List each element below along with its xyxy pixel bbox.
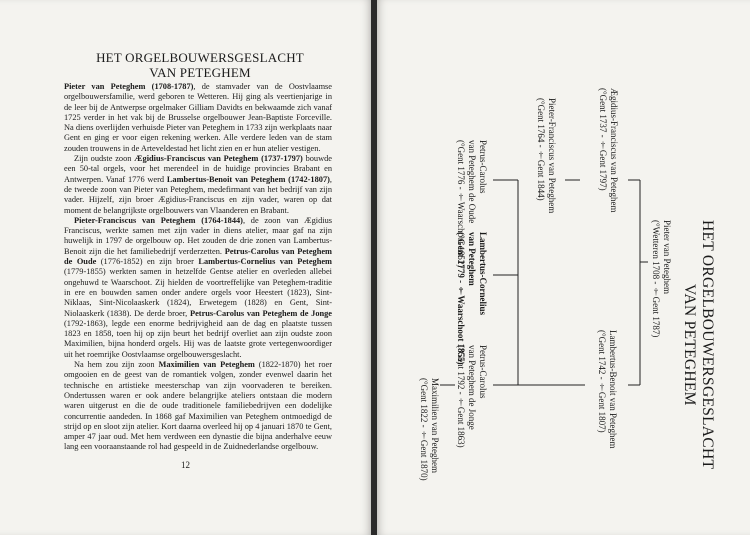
node-petrus-carolus-jonge xyxy=(455,345,488,448)
text-run: (1792-1863), legde een enorme bedrijvigheid aan de dag en plaatste tussen 1823 en 1858, toen hij op zijn beurt het bedrijf overliet aan zijn oudste zoon Maximilien, bijna honderd orgels. Hij was de laatste grote vertegenwoordiger uit het roemrijke Oostvlaamse orgelbouwersgeslacht. xyxy=(64,318,332,359)
node-pieter xyxy=(650,220,672,337)
node-pieter-franciscus-name: Pieter-Franciscus van Peteghem xyxy=(547,98,557,214)
bold-name-run: Petrus-Carolus van Peteghem de Oude xyxy=(64,246,332,267)
text-run: (1776-1852) en zijn broer xyxy=(96,257,199,267)
left-title-line2: VAN PETEGHEM xyxy=(149,65,251,80)
node-lambertus-cornelius-name1: Lambertus-Cornelius xyxy=(478,232,488,315)
node-petrus-oude-dates: (°Gent 1776 - †Waarschoot 1852) xyxy=(456,140,466,268)
node-petrus-oude-name1: Petrus-Carolus xyxy=(478,140,488,194)
text-run: , de tweede zoon van Pieter van Peteghem, medefirmant van het bedrijf van zijn vader. Hijzelf, zijn broer Ægidius-Franciscus en zijn vader, waren op dat moment de belangrijkste orgelbouwers van Vlaanderen en Brabant. xyxy=(64,174,332,215)
bold-name-run: Petrus-Carolus van Peteghem de Jonge xyxy=(190,308,333,318)
node-aegidius-dates: (°Gent 1737 - †Gent 1797) xyxy=(598,88,608,191)
bold-name-run: Ægidius-Franciscus van Peteghem (1737-1797) xyxy=(134,154,303,164)
bold-name-run: Pieter-Franciscus van Peteghem (1764-1844) xyxy=(74,215,243,225)
page-number: 12 xyxy=(181,460,190,470)
node-pieter-franciscus-dates: (°Gent 1764 - †Gent 1844) xyxy=(536,98,546,201)
bold-name-run: Pieter van Peteghem (1708-1787) xyxy=(64,82,194,91)
left-title-line1: HET ORGELBOUWERSGESLACHT xyxy=(96,50,304,65)
node-pieter-franciscus xyxy=(535,98,557,213)
node-lambertus-benoit xyxy=(596,330,618,448)
bold-name-run: Lambertus-Benoit van Peteghem (1742-1807) xyxy=(166,174,330,184)
node-maximilien-dates: (°Gent 1822 - †Gent 1870) xyxy=(419,378,429,481)
tree-title-line2: VAN PETEGHEM xyxy=(681,283,698,406)
text-run: Na hem zou zijn zoon xyxy=(74,360,159,370)
text-run: , de stamvader van de Oostvlaamse orgelbouwersfamilie, werd geboren te Wetteren. Hij ging als veertienjarige in de leer bij de Antwerpse orgelmaker Gilliam Davidts en bekwaamde zich vanaf 1725 verder in het vak bij de Brusselse orgelbouwer Jean-Baptiste Forceville. Na diens overlijden verhuisde Pieter van Peteghem in 1733 zijn werkplaats naar Gent en ging er voor eigen rekening werken. Alle verdere leden van de stam zouden trouwens in de Arteveldestad het licht zien en er hun atelier vestigen. xyxy=(64,82,333,153)
node-aegidius-name: Ægidius-Franciscus van Peteghem xyxy=(609,88,619,213)
node-lambertus-benoit-dates: (°Gent 1742 - †Gent 1807) xyxy=(597,330,607,433)
text-run: (1779-1855) werkten samen in hetzelfde Gentse atelier en overleden allebei ongehuwd te Waarschoot. Zij hielden de voortreffelijke van Peteghem-traditie in ere en bouwden samen onder andere orgels voor Heestert (1823), Sint-Niklaas, Sint-Nicolaaskerk (1824), Erwetegem (1828) en Gent, Sint-Niolaaskerk (1838). De derde broer, xyxy=(64,267,332,318)
node-maximilien-name: Maximilien van Peteghem xyxy=(430,378,440,473)
tree-title-line1: HET ORGELBOUWERSGESLACHT xyxy=(699,220,716,470)
node-maximilien xyxy=(418,378,440,481)
node-petrus-jonge-dates: (°Gent 1792 - †Gent 1863) xyxy=(456,345,466,448)
bold-name-run: Lambertus-Cornelius van Peteghem xyxy=(198,257,332,267)
node-lambertus-cornelius-name2: van Peteghem xyxy=(467,232,477,286)
tree-title xyxy=(680,220,716,469)
node-petrus-jonge-name2: van Peteghem de Jonge xyxy=(467,345,477,430)
bold-name-run: Maximilien van Peteghem xyxy=(158,360,255,370)
node-petrus-jonge-name1: Petrus-Carolus xyxy=(478,345,488,399)
node-aegidius xyxy=(597,88,619,212)
text-run: (1822-1870) het roer omgooien en de geest van de romantiek volgen, zonder evenwel daarin het technische en artistieke meesterschap van zijn voorvaderen te bereiken. Ondertussen waren er ook andere belangrijke ateliers ontstaan die modern waren uitgerust en die de oude traditionele familiebedrijven een dodelijke concurrentie aandeden. In 1868 gaf Maximilien van Peteghem ontmoedigd de strijd op en sloot zijn atelier. Kort daarna overleed hij op 4 januari 1870 te Gent, amper 47 jaar oud. Met hem verdween een dynastie die bijna anderhalve eeuw lang een vooraanstaande rol had gespeeld in de Zuidnederlandse orgelbouw. xyxy=(64,360,332,452)
text-run: , de zoon van Ægidius Franciscus, werkte samen met zijn vader in diens atelier, maar gaf na zijn huwelijk in 1797 de orgelbouw op. Het zouden de drie zonen van Lambertus-Benoit zijn die het familiebedrijf verderzetten. xyxy=(64,215,333,256)
node-lambertus-benoit-name: Lambertus-Benoit van Peteghem xyxy=(608,330,618,449)
node-lambertus-cornelius-dates: (°Gent 1779 - †Waarschoot 1855) xyxy=(456,232,466,365)
text-run: Zijn oudste zoon xyxy=(74,154,135,164)
node-pieter-dates: (°Wetteren 1708 - †Gent 1787) xyxy=(651,220,661,338)
node-petrus-oude-name2: van Peteghem de Oude xyxy=(467,140,477,224)
text-run: bouwde een 50-tal orgels, voor het merendeel in de huidige provincies Brabant en Antwerpen. Vanaf 1776 werd xyxy=(64,154,332,184)
node-pieter-name: Pieter van Peteghem xyxy=(662,220,672,294)
